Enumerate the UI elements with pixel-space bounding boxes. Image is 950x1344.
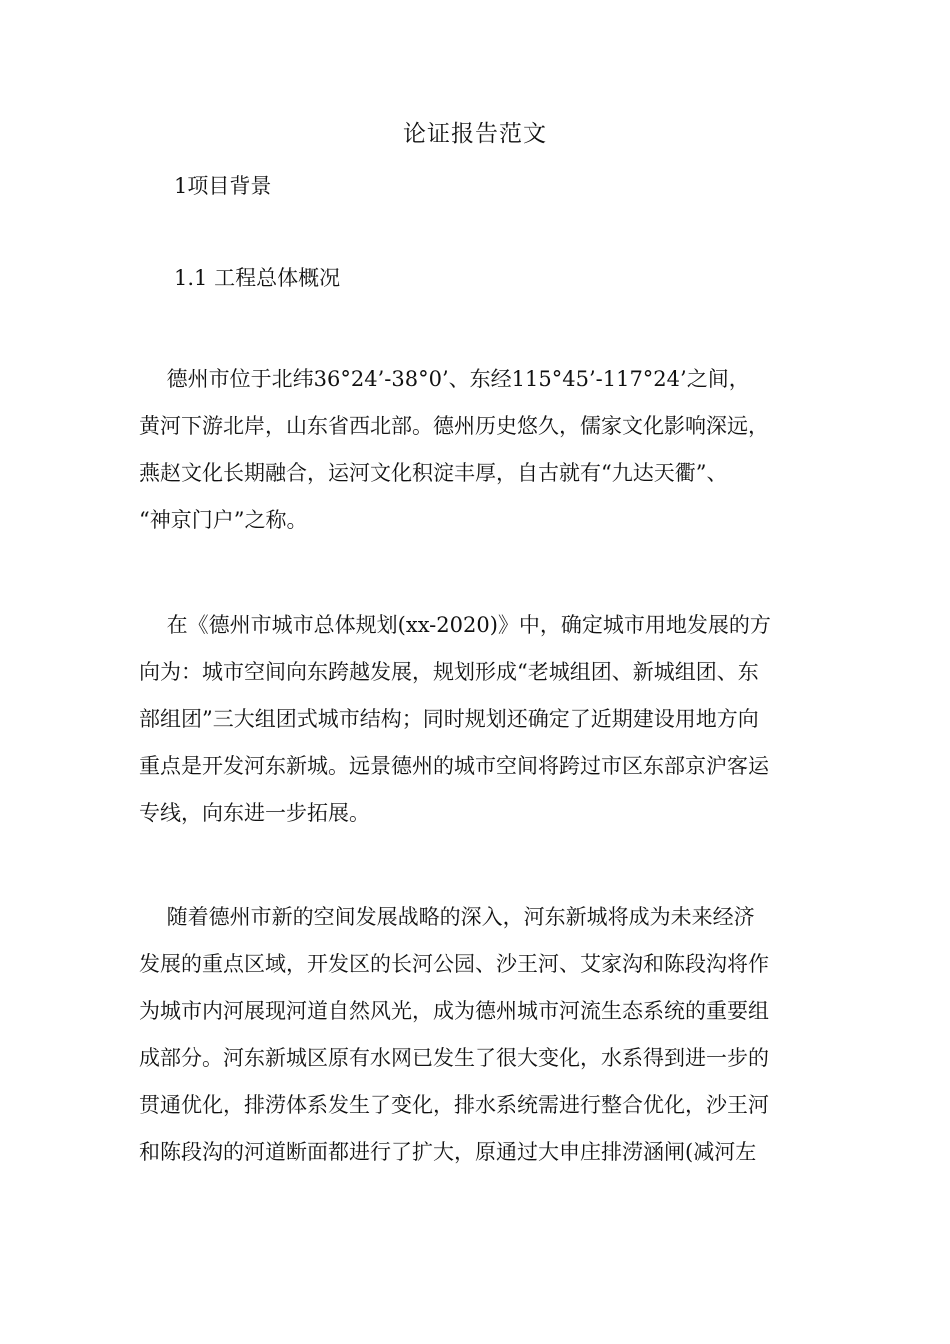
paragraph-line: 成部分。河东新城区原有水网已发生了很大变化，水系得到进一步的: [139, 1046, 769, 1070]
paragraph-line: 重点是开发河东新城。远景德州的城市空间将跨过市区东部京沪客运: [139, 754, 769, 778]
paragraph-line: 和陈段沟的河道断面都进行了扩大，原通过大申庄排涝涵闸(减河左: [139, 1140, 757, 1164]
paragraph-line: 在《德州市城市总体规划(xx-2020)》中，确定城市用地发展的方: [139, 613, 771, 637]
paragraph-development: [139, 894, 819, 1176]
paragraph-line: 为城市内河展现河道自然风光，成为德州城市河流生态系统的重要组: [139, 999, 769, 1023]
paragraph-line: 专线，向东进一步拓展。: [139, 801, 370, 825]
paragraph-line: 随着德州市新的空间发展战略的深入，河东新城将成为未来经济: [139, 905, 755, 929]
section-heading-1-1: 1.1 工程总体概况: [174, 266, 341, 290]
paragraph-planning: [139, 602, 819, 837]
document-title: 论证报告范文: [403, 121, 547, 147]
paragraph-location: [139, 356, 819, 544]
paragraph-line: 贯通优化，排涝体系发生了变化，排水系统需进行整合优化，沙王河: [139, 1093, 769, 1117]
paragraph-line: 向为：城市空间向东跨越发展，规划形成“老城组团、新城组团、东: [139, 660, 759, 684]
paragraph-line: 发展的重点区域，开发区的长河公园、沙王河、艾家沟和陈段沟将作: [139, 952, 769, 976]
paragraph-line: 德州市位于北纬36°24’-38°0’、东经115°45’-117°24’之间，: [139, 367, 750, 391]
paragraph-line: 部组团”三大组团式城市结构；同时规划还确定了近期建设用地方向: [139, 707, 759, 731]
section-heading-1: 1项目背景: [174, 174, 272, 198]
paragraph-line: 燕赵文化长期融合，运河文化积淀丰厚，自古就有“九达天衢”、: [139, 461, 728, 485]
paragraph-line: “神京门户”之称。: [139, 508, 308, 532]
paragraph-line: 黄河下游北岸，山东省西北部。德州历史悠久，儒家文化影响深远，: [139, 414, 769, 438]
